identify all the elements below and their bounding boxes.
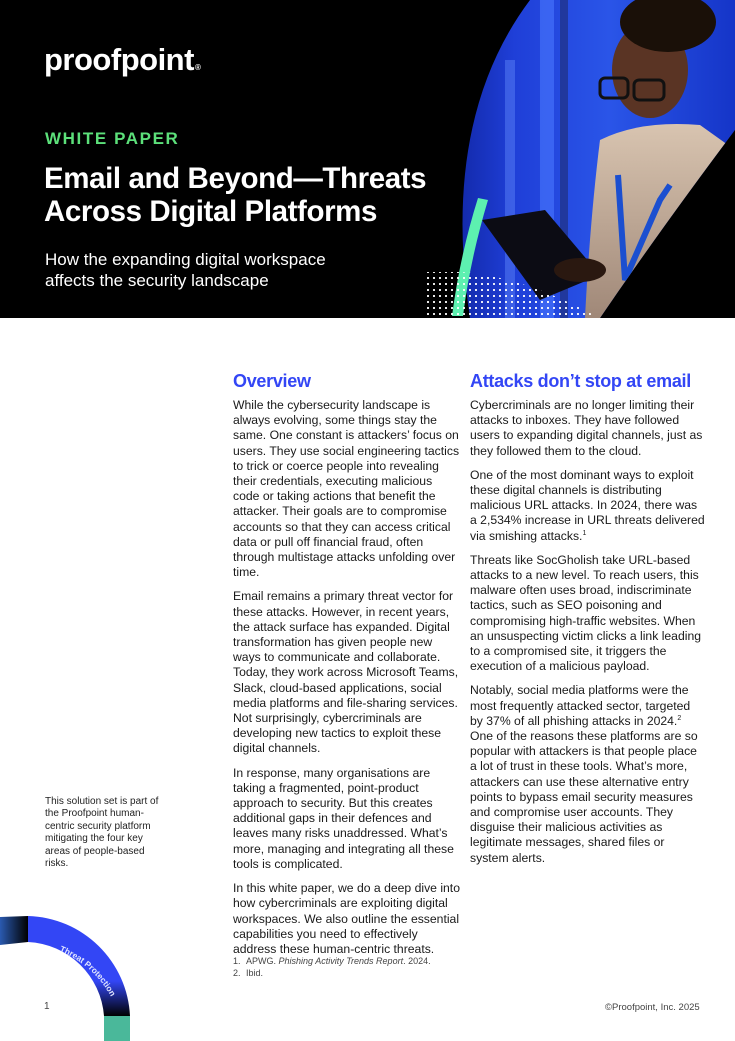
overview-paragraph: In response, many organisations are taking a fragmented, point-product approach to security. But this creates additional gaps in their defences and leaves many risks unaddressed. What’s more, managing and integrating all these tools is complicated. <box>233 765 454 871</box>
document-type-label: WHITE PAPER <box>45 129 180 148</box>
overview-section <box>233 370 461 966</box>
ring-label: Threat Protection <box>58 943 119 998</box>
proofpoint-logo: proofpoint® <box>44 42 201 77</box>
overview-paragraph: In this white paper, we do a deep dive into how cybercriminals are exploiting digital workspaces. We also outline the essential capabilities you need to effectively address these human-centric threats. <box>233 881 460 956</box>
footnote-ref[interactable]: 2 <box>677 714 682 722</box>
attacks-paragraph: Threats like SocGholish take URL-based attacks to a new level. To reach users, this malware often uses broad, indiscriminate tactics, such as SEO poisoning and compromising high-traffic websites. When an unsuspecting victim clicks a link leading to a compromised site, it triggers the execution of a malicious payload. <box>470 552 701 674</box>
footnote-ref[interactable]: 1 <box>582 529 587 537</box>
platform-sidenote: This solution set is part of the Proofpoint human-centric security platform mitigating the four key areas of people-based risks. <box>45 796 159 870</box>
attacks-paragraph: Notably, social media platforms were the most frequently attacked sector, targeted by 37% of all phishing attacks in 2024.$^2$ One of the reasons these platforms are so popular with attackers is that people place a lot of trust in these tools. What’s more, attackers can use these alternative entry points to bypass email security measures and compromise user accounts. They disguise their malicious activities as legitimate messages, shared files or system alerts. <box>470 683 698 865</box>
document-title: Email and Beyond—Threats Across Digital Platforms <box>44 162 427 228</box>
overview-paragraph: Email remains a primary threat vector for these attacks. However, in recent years, the attack surface has expanded. Digital transformation has given people new ways to communicate and collaborate. Today, they work across Microsoft Teams, Slack, cloud-based applications, social media platforms and file-sharing services. Not surprisingly, cybercriminals are developing new tactics to exploit these digital channels. <box>233 589 459 756</box>
footnote-item: 1. APWG. Phishing Activity Trends Report. 2024. <box>233 956 431 966</box>
overview-heading: Overview <box>233 371 311 391</box>
overview-paragraph: While the cybersecurity landscape is always evolving, some things stay the same. One constant is attackers’ focus on users. They use social engineering tactics to trick or coerce people into revealing their credentials, executing malicious code or taking actions that benefit the attacker. Their goals are to compromise accounts so that they can access critical data or pull off financial fraud, often through multistage attacks unfolding over time. <box>233 398 460 580</box>
page-number: 1 <box>44 1001 50 1012</box>
attacks-section <box>470 370 706 875</box>
threat-protection-ring-graphic <box>0 900 140 1041</box>
footnote-item: 2. Ibid. <box>233 967 264 978</box>
cover-hero <box>0 0 735 318</box>
copyright: ©Proofpoint, Inc. 2025 <box>605 1002 700 1013</box>
attacks-paragraph: One of the most dominant ways to exploit these digital channels is distributing malicious URL attacks. In 2024, there was a 2,534% increase in URL threats delivered via smishing attacks.$^1$ <box>470 467 705 543</box>
document-subtitle: How the expanding digital workspace affects the security landscape <box>45 250 326 290</box>
footnotes <box>233 956 431 979</box>
attacks-paragraph: Cybercriminals are no longer limiting their attacks to inboxes. They have followed users to expanding digital channels, just as they followed them to the cloud. <box>470 398 703 458</box>
attacks-heading: Attacks don’t stop at email <box>470 371 691 391</box>
